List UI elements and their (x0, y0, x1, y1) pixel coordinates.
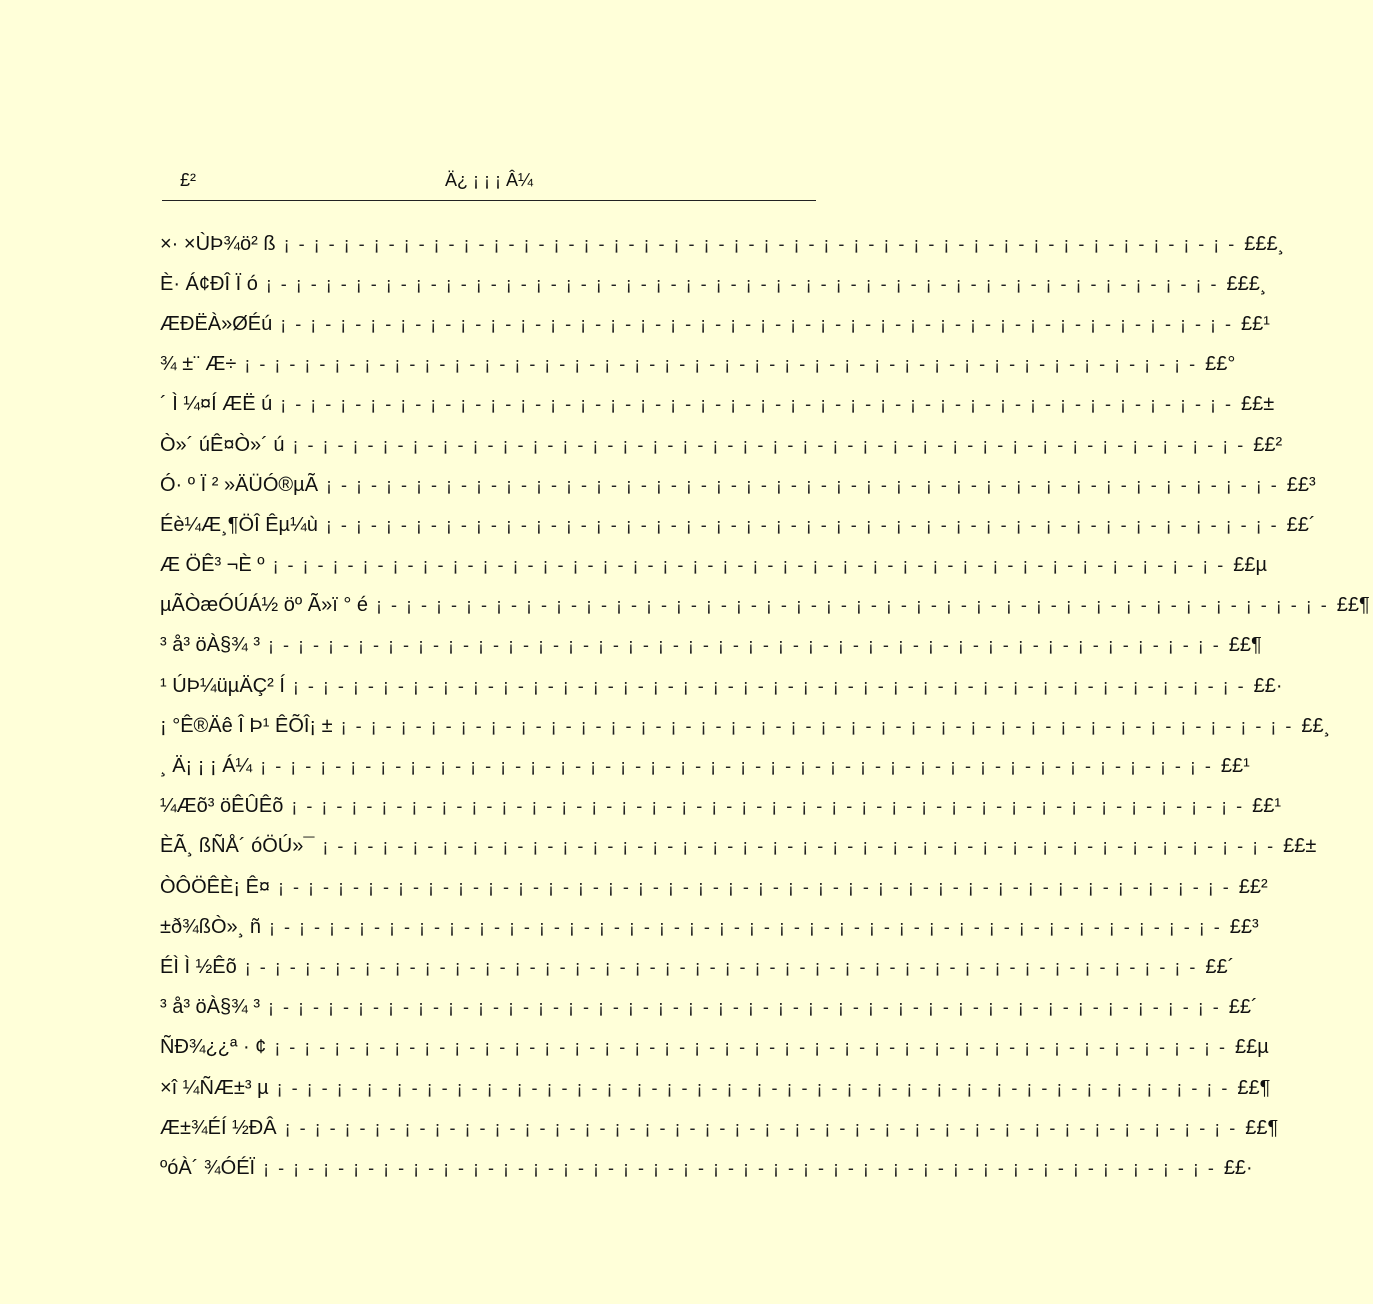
toc-entry[interactable] (160, 425, 1283, 465)
toc-entry[interactable] (160, 385, 1275, 425)
toc-entry-page: ££² (1238, 875, 1268, 898)
toc-leader-dots: ¡ - ¡ - ¡ - ¡ - ¡ - ¡ - ¡ - ¡ - ¡ - ¡ - ¡ - ¡ - ¡ - ¡ - ¡ - ¡ - ¡ - ¡ - ¡ - ¡ - ¡ - ¡ - ¡ - ¡ - ¡ - ¡ - ¡ - ¡ - ¡ - ¡ - ¡ - ¡ - (272, 555, 1226, 576)
toc-entry[interactable] (160, 827, 1317, 867)
toc-leader-dots: ¡ - ¡ - ¡ - ¡ - ¡ - ¡ - ¡ - ¡ - ¡ - ¡ - ¡ - ¡ - ¡ - ¡ - ¡ - ¡ - ¡ - ¡ - ¡ - ¡ - ¡ - ¡ - ¡ - ¡ - ¡ - ¡ - ¡ - ¡ - ¡ - ¡ - ¡ - ¡ - (322, 836, 1276, 857)
toc-entry-title: Ó· º Ï ² »ÄÜÓ®µÃ (160, 473, 319, 496)
toc-leader-dots: ¡ - ¡ - ¡ - ¡ - ¡ - ¡ - ¡ - ¡ - ¡ - ¡ - ¡ - ¡ - ¡ - ¡ - ¡ - ¡ - ¡ - ¡ - ¡ - ¡ - ¡ - ¡ - ¡ - ¡ - ¡ - ¡ - ¡ - ¡ - ¡ - ¡ - ¡ - ¡ - (340, 715, 1294, 736)
toc-entry-page: ££µ (1233, 554, 1268, 577)
toc-entry-page: ££¸ (1301, 714, 1331, 737)
toc-leader-dots: ¡ - ¡ - ¡ - ¡ - ¡ - ¡ - ¡ - ¡ - ¡ - ¡ - ¡ - ¡ - ¡ - ¡ - ¡ - ¡ - ¡ - ¡ - ¡ - ¡ - ¡ - ¡ - ¡ - ¡ - ¡ - ¡ - ¡ - ¡ - ¡ - ¡ - ¡ - ¡ - (268, 635, 1221, 656)
toc-entry-title: ÈÃ¸ ßÑÅ´ óÖÚ»¯ (160, 835, 315, 858)
toc-leader-dots: ¡ - ¡ - ¡ - ¡ - ¡ - ¡ - ¡ - ¡ - ¡ - ¡ - ¡ - ¡ - ¡ - ¡ - ¡ - ¡ - ¡ - ¡ - ¡ - ¡ - ¡ - ¡ - ¡ - ¡ - ¡ - ¡ - ¡ - ¡ - ¡ - ¡ - ¡ - ¡ - (276, 1077, 1230, 1098)
toc-entry-title: Ò»´ úÊ¤Ò»´ ú (160, 433, 285, 456)
toc-entry-page: £££¸ (1244, 232, 1285, 255)
toc-entry-title: Æ ÖÊ³ ¬È º (160, 554, 265, 577)
toc-entry-page: ££¶ (1228, 634, 1262, 657)
toc-entry-page: ££¹ (1240, 312, 1270, 335)
toc-entry[interactable] (160, 988, 1258, 1028)
toc-entry[interactable] (160, 345, 1236, 385)
toc-entry[interactable] (160, 907, 1259, 947)
toc-entry-page: ££± (1240, 393, 1275, 416)
toc-leader-dots: ¡ - ¡ - ¡ - ¡ - ¡ - ¡ - ¡ - ¡ - ¡ - ¡ - ¡ - ¡ - ¡ - ¡ - ¡ - ¡ - ¡ - ¡ - ¡ - ¡ - ¡ - ¡ - ¡ - ¡ - ¡ - ¡ - ¡ - ¡ - ¡ - ¡ - ¡ - ¡ - (292, 675, 1246, 696)
toc-entry-title: ³ å³ öÀ§¾ ³ (160, 996, 261, 1019)
toc-leader-dots: ¡ - ¡ - ¡ - ¡ - ¡ - ¡ - ¡ - ¡ - ¡ - ¡ - ¡ - ¡ - ¡ - ¡ - ¡ - ¡ - ¡ - ¡ - ¡ - ¡ - ¡ - ¡ - ¡ - ¡ - ¡ - ¡ - ¡ - ¡ - ¡ - ¡ - ¡ - ¡ - (292, 434, 1246, 455)
toc-entry-title: µÃÒæÓÚÁ½ öº Ã»ï ° é (160, 594, 369, 617)
toc-entry[interactable] (160, 626, 1262, 666)
toc-entry[interactable] (160, 546, 1268, 586)
toc-entry[interactable] (160, 1108, 1279, 1148)
toc-entry-page: ££± (1283, 835, 1317, 858)
toc-entry-title: ¡ °Ê®Äê Î Þ¹ ÊÕÎ¡ ± (160, 714, 333, 737)
toc-entry-title: ¹ ÚÞ¼üµÄÇ² Í (160, 674, 285, 697)
toc-entry-page: ££´ (1205, 955, 1235, 978)
toc-entry-page: ££¹ (1220, 755, 1250, 778)
toc-entry-title: ´ Ì ¼¤Í ÆË ú (160, 393, 273, 416)
toc-entry-title: ÉÌ Ì ½Êõ (160, 955, 237, 978)
toc-entry-page: ££· (1253, 674, 1283, 697)
toc-entry[interactable] (160, 947, 1235, 987)
running-title: Ä¿ ¡ ¡ ¡ Â¼ (444, 170, 533, 190)
toc-entry-page: ££µ (1235, 1036, 1269, 1059)
toc-leader-dots: ¡ - ¡ - ¡ - ¡ - ¡ - ¡ - ¡ - ¡ - ¡ - ¡ - ¡ - ¡ - ¡ - ¡ - ¡ - ¡ - ¡ - ¡ - ¡ - ¡ - ¡ - ¡ - ¡ - ¡ - ¡ - ¡ - ¡ - ¡ - ¡ - ¡ - ¡ - ¡ - (244, 956, 1198, 977)
toc-entry-title: ÑÐ¾¿¿ª · ¢ (160, 1036, 267, 1059)
toc-leader-dots: ¡ - ¡ - ¡ - ¡ - ¡ - ¡ - ¡ - ¡ - ¡ - ¡ - ¡ - ¡ - ¡ - ¡ - ¡ - ¡ - ¡ - ¡ - ¡ - ¡ - ¡ - ¡ - ¡ - ¡ - ¡ - ¡ - ¡ - ¡ - ¡ - ¡ - ¡ - ¡ - (269, 916, 1222, 937)
toc-entry[interactable] (160, 1028, 1269, 1068)
toc-leader-dots: ¡ - ¡ - ¡ - ¡ - ¡ - ¡ - ¡ - ¡ - ¡ - ¡ - ¡ - ¡ - ¡ - ¡ - ¡ - ¡ - ¡ - ¡ - ¡ - ¡ - ¡ - ¡ - ¡ - ¡ - ¡ - ¡ - ¡ - ¡ - ¡ - ¡ - ¡ - ¡ - (280, 394, 1233, 415)
toc-entry[interactable] (160, 787, 1281, 827)
toc-leader-dots: ¡ - ¡ - ¡ - ¡ - ¡ - ¡ - ¡ - ¡ - ¡ - ¡ - ¡ - ¡ - ¡ - ¡ - ¡ - ¡ - ¡ - ¡ - ¡ - ¡ - ¡ - ¡ - ¡ - ¡ - ¡ - ¡ - ¡ - ¡ - ¡ - ¡ - ¡ - ¡ - (263, 1157, 1216, 1178)
toc-entry-title: Æ±¾ÉÍ ½ÐÂ (160, 1116, 277, 1139)
toc-entry-title: ±ð¾ßÒ»¸ ñ (160, 915, 262, 938)
toc-entry[interactable] (160, 706, 1331, 746)
toc-leader-dots: ¡ - ¡ - ¡ - ¡ - ¡ - ¡ - ¡ - ¡ - ¡ - ¡ - ¡ - ¡ - ¡ - ¡ - ¡ - ¡ - ¡ - ¡ - ¡ - ¡ - ¡ - ¡ - ¡ - ¡ - ¡ - ¡ - ¡ - ¡ - ¡ - ¡ - ¡ - ¡ - (244, 354, 1198, 375)
toc-leader-dots: ¡ - ¡ - ¡ - ¡ - ¡ - ¡ - ¡ - ¡ - ¡ - ¡ - ¡ - ¡ - ¡ - ¡ - ¡ - ¡ - ¡ - ¡ - ¡ - ¡ - ¡ - ¡ - ¡ - ¡ - ¡ - ¡ - ¡ - ¡ - ¡ - ¡ - ¡ - ¡ - (274, 1037, 1227, 1058)
toc-leader-dots: ¡ - ¡ - ¡ - ¡ - ¡ - ¡ - ¡ - ¡ - ¡ - ¡ - ¡ - ¡ - ¡ - ¡ - ¡ - ¡ - ¡ - ¡ - ¡ - ¡ - ¡ - ¡ - ¡ - ¡ - ¡ - ¡ - ¡ - ¡ - ¡ - ¡ - ¡ - ¡ - (326, 474, 1279, 495)
toc-entry-title: ×î ¼ÑÆ±³ µ (160, 1076, 269, 1099)
toc-entry-title: ³ å³ öÀ§¾ ³ (160, 634, 261, 657)
toc-entry-page: £££¸ (1226, 272, 1267, 295)
toc-entry-title: ×· ×ÙÞ¾ö² ß (160, 232, 276, 255)
toc-entry[interactable] (160, 224, 1285, 264)
toc-leader-dots: ¡ - ¡ - ¡ - ¡ - ¡ - ¡ - ¡ - ¡ - ¡ - ¡ - ¡ - ¡ - ¡ - ¡ - ¡ - ¡ - ¡ - ¡ - ¡ - ¡ - ¡ - ¡ - ¡ - ¡ - ¡ - ¡ - ¡ - ¡ - ¡ - ¡ - ¡ - ¡ - (291, 796, 1245, 817)
toc-entry-page: ££· (1223, 1156, 1253, 1179)
toc-leader-dots: ¡ - ¡ - ¡ - ¡ - ¡ - ¡ - ¡ - ¡ - ¡ - ¡ - ¡ - ¡ - ¡ - ¡ - ¡ - ¡ - ¡ - ¡ - ¡ - ¡ - ¡ - ¡ - ¡ - ¡ - ¡ - ¡ - ¡ - ¡ - ¡ - ¡ - ¡ - ¡ - (265, 273, 1219, 294)
toc-entry[interactable] (160, 666, 1283, 706)
toc-entry[interactable] (160, 867, 1268, 907)
toc-entry-title: ¼Æõ³ öÊÛÊõ (160, 795, 284, 818)
toc-entry-title: ¸ Ä¡ ¡ ¡ Á¼ (160, 755, 253, 778)
toc-entry[interactable] (160, 1148, 1253, 1188)
toc-entry-page: ££¶ (1336, 594, 1370, 617)
toc-entry-title: ÆÐËÀ»ØÉú (160, 312, 273, 335)
page-header (162, 166, 816, 201)
toc-entry-page: ££¹ (1252, 795, 1281, 818)
toc-entry[interactable] (160, 1068, 1271, 1108)
toc-entry-page: ££² (1253, 433, 1283, 456)
toc-entry[interactable] (160, 465, 1316, 505)
toc-entry-page: ££¶ (1245, 1116, 1279, 1139)
toc-entry[interactable] (160, 264, 1267, 304)
toc-entry-title: Éè¼Æ¸¶ÖÎ Êµ¼ù (160, 513, 318, 536)
toc-leader-dots: ¡ - ¡ - ¡ - ¡ - ¡ - ¡ - ¡ - ¡ - ¡ - ¡ - ¡ - ¡ - ¡ - ¡ - ¡ - ¡ - ¡ - ¡ - ¡ - ¡ - ¡ - ¡ - ¡ - ¡ - ¡ - ¡ - ¡ - ¡ - ¡ - ¡ - ¡ - ¡ - (280, 313, 1233, 334)
toc-leader-dots: ¡ - ¡ - ¡ - ¡ - ¡ - ¡ - ¡ - ¡ - ¡ - ¡ - ¡ - ¡ - ¡ - ¡ - ¡ - ¡ - ¡ - ¡ - ¡ - ¡ - ¡ - ¡ - ¡ - ¡ - ¡ - ¡ - ¡ - ¡ - ¡ - ¡ - ¡ - ¡ - (260, 756, 1213, 777)
toc-entry-page: ££´ (1228, 996, 1258, 1019)
toc-entry[interactable] (160, 746, 1250, 786)
toc-leader-dots: ¡ - ¡ - ¡ - ¡ - ¡ - ¡ - ¡ - ¡ - ¡ - ¡ - ¡ - ¡ - ¡ - ¡ - ¡ - ¡ - ¡ - ¡ - ¡ - ¡ - ¡ - ¡ - ¡ - ¡ - ¡ - ¡ - ¡ - ¡ - ¡ - ¡ - ¡ - ¡ - (325, 514, 1279, 535)
toc-entry[interactable] (160, 505, 1316, 545)
toc-entry-page: ££³ (1286, 473, 1316, 496)
toc-leader-dots: ¡ - ¡ - ¡ - ¡ - ¡ - ¡ - ¡ - ¡ - ¡ - ¡ - ¡ - ¡ - ¡ - ¡ - ¡ - ¡ - ¡ - ¡ - ¡ - ¡ - ¡ - ¡ - ¡ - ¡ - ¡ - ¡ - ¡ - ¡ - ¡ - ¡ - ¡ - ¡ - (278, 876, 1231, 897)
toc-entry-title: ¾ ±¨ Æ÷ (160, 353, 237, 376)
toc-entry-page: ££´ (1286, 513, 1316, 536)
toc-leader-dots: ¡ - ¡ - ¡ - ¡ - ¡ - ¡ - ¡ - ¡ - ¡ - ¡ - ¡ - ¡ - ¡ - ¡ - ¡ - ¡ - ¡ - ¡ - ¡ - ¡ - ¡ - ¡ - ¡ - ¡ - ¡ - ¡ - ¡ - ¡ - ¡ - ¡ - ¡ - ¡ - (376, 595, 1329, 616)
toc-entry[interactable] (160, 304, 1270, 344)
toc-entry-title: È· Á¢ÐÎ Ï ó (160, 272, 258, 295)
toc-leader-dots: ¡ - ¡ - ¡ - ¡ - ¡ - ¡ - ¡ - ¡ - ¡ - ¡ - ¡ - ¡ - ¡ - ¡ - ¡ - ¡ - ¡ - ¡ - ¡ - ¡ - ¡ - ¡ - ¡ - ¡ - ¡ - ¡ - ¡ - ¡ - ¡ - ¡ - ¡ - ¡ - (283, 233, 1237, 254)
toc-entry-page: ££³ (1229, 915, 1259, 938)
toc-entry-page: ££¶ (1237, 1076, 1271, 1099)
toc-entry[interactable] (160, 586, 1370, 626)
toc-entry-page: ££° (1205, 353, 1236, 376)
toc-entry-title: ºóÀ´ ¾ÓÉÏ (160, 1156, 256, 1179)
toc-leader-dots: ¡ - ¡ - ¡ - ¡ - ¡ - ¡ - ¡ - ¡ - ¡ - ¡ - ¡ - ¡ - ¡ - ¡ - ¡ - ¡ - ¡ - ¡ - ¡ - ¡ - ¡ - ¡ - ¡ - ¡ - ¡ - ¡ - ¡ - ¡ - ¡ - ¡ - ¡ - ¡ - (268, 997, 1221, 1018)
toc-entry-title: ÒÔÖÊÈ¡ Ê¤ (160, 875, 271, 898)
page-number: £² (180, 170, 197, 190)
table-of-contents (160, 224, 1370, 1189)
toc-leader-dots: ¡ - ¡ - ¡ - ¡ - ¡ - ¡ - ¡ - ¡ - ¡ - ¡ - ¡ - ¡ - ¡ - ¡ - ¡ - ¡ - ¡ - ¡ - ¡ - ¡ - ¡ - ¡ - ¡ - ¡ - ¡ - ¡ - ¡ - ¡ - ¡ - ¡ - ¡ - ¡ - (284, 1117, 1238, 1138)
